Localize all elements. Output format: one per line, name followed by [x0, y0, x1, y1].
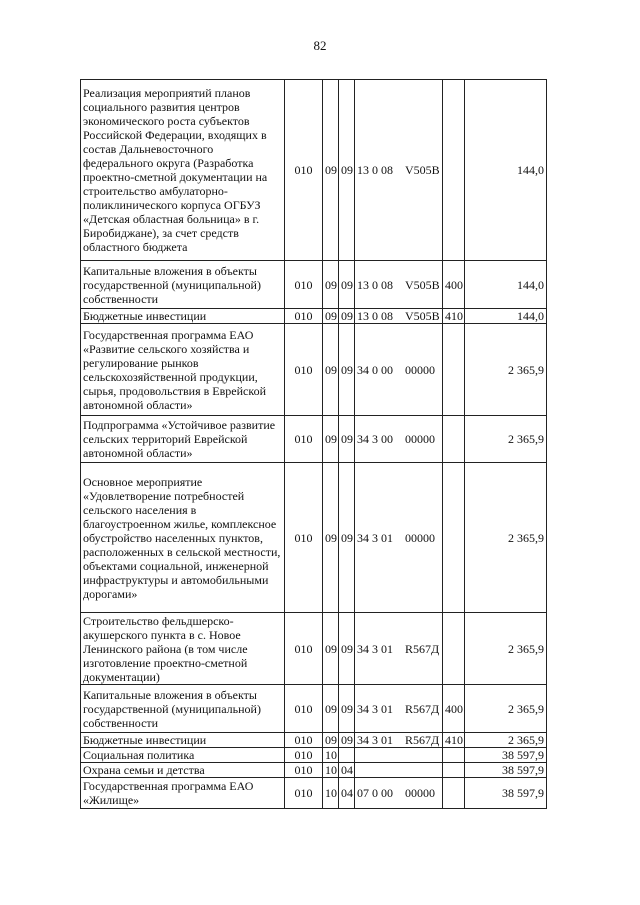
table-row	[81, 613, 547, 685]
row-amount: 2 365,9	[465, 733, 547, 748]
row-name: Социальная политика	[81, 748, 285, 763]
row-subsection: 09	[339, 463, 355, 613]
row-code: 010	[285, 748, 323, 763]
row-name: Основное мероприятие «Удовлетворение потребностей сельского населения в благоустроенном жилье, комплексное обустройство населенных пунктов, расположенных в сельской местности, объектами социальной, инженерной инфраструктуры и автомобильными дорогами»	[81, 463, 285, 613]
row-target-article	[355, 748, 443, 763]
row-section: 10	[323, 778, 339, 809]
row-name: Государственная программа ЕАО «Развитие сельского хозяйства и регулирование рынков сельскохозяйственной продукции, сырья, продовольствия в Еврейской автономной области»	[81, 324, 285, 416]
row-name: Подпрограмма «Устойчивое развитие сельских территорий Еврейской автономной области»	[81, 416, 285, 463]
row-subsection: 04	[339, 778, 355, 809]
row-expense-type: 400	[443, 685, 465, 733]
row-name: Бюджетные инвестиции	[81, 733, 285, 748]
row-expense-type: 400	[443, 261, 465, 309]
row-subsection: 04	[339, 763, 355, 778]
row-code: 010	[285, 685, 323, 733]
row-expense-type: 410	[443, 733, 465, 748]
row-amount: 38 597,9	[465, 748, 547, 763]
row-name: Государственная программа ЕАО «Жилище»	[81, 778, 285, 809]
row-amount: 2 365,9	[465, 324, 547, 416]
row-target-program: 13 0 08	[357, 277, 393, 292]
table-row	[81, 733, 547, 748]
row-target-direction: V505В	[405, 277, 440, 292]
row-target-article	[355, 778, 443, 809]
row-target-article	[355, 763, 443, 778]
row-target-article	[355, 309, 443, 324]
row-subsection: 09	[339, 613, 355, 685]
row-section: 09	[323, 416, 339, 463]
table-row	[81, 778, 547, 809]
row-expense-type	[443, 463, 465, 613]
row-target-direction: 00000	[405, 786, 435, 800]
row-amount: 38 597,9	[465, 778, 547, 809]
table-row	[81, 763, 547, 778]
row-target-article	[355, 80, 443, 261]
row-target-article	[355, 416, 443, 463]
row-target-direction: R567Д	[405, 733, 440, 747]
row-section: 09	[323, 80, 339, 261]
row-subsection: 09	[339, 324, 355, 416]
table-row	[81, 324, 547, 416]
row-target-article	[355, 733, 443, 748]
row-code: 010	[285, 324, 323, 416]
row-subsection: 09	[339, 416, 355, 463]
row-target-article	[355, 261, 443, 309]
row-amount: 144,0	[465, 80, 547, 261]
row-expense-type	[443, 613, 465, 685]
row-section: 09	[323, 324, 339, 416]
row-target-direction: 00000	[405, 362, 435, 377]
row-target-program: 34 3 01	[357, 530, 393, 545]
row-target-direction: 00000	[405, 530, 435, 545]
row-section: 10	[323, 748, 339, 763]
row-target-program: 34 0 00	[357, 362, 393, 377]
row-target-program: 13 0 08	[357, 309, 393, 323]
row-amount: 2 365,9	[465, 613, 547, 685]
row-target-program: 34 3 01	[357, 701, 393, 716]
row-code: 010	[285, 261, 323, 309]
budget-table	[80, 79, 547, 809]
row-subsection	[339, 748, 355, 763]
row-section: 09	[323, 613, 339, 685]
row-name: Бюджетные инвестиции	[81, 309, 285, 324]
row-target-direction: 00000	[405, 432, 435, 446]
row-amount: 144,0	[465, 309, 547, 324]
row-amount: 38 597,9	[465, 763, 547, 778]
table-row	[81, 463, 547, 613]
row-expense-type	[443, 778, 465, 809]
row-expense-type	[443, 763, 465, 778]
row-section: 09	[323, 261, 339, 309]
row-section: 09	[323, 309, 339, 324]
table-row	[81, 80, 547, 261]
row-name: Капитальные вложения в объекты государственной (муниципальной) собственности	[81, 261, 285, 309]
row-target-article	[355, 685, 443, 733]
table-row	[81, 685, 547, 733]
table-row	[81, 416, 547, 463]
table-row	[81, 748, 547, 763]
row-target-direction: V505В	[405, 163, 440, 177]
row-code: 010	[285, 763, 323, 778]
row-code: 010	[285, 80, 323, 261]
row-expense-type	[443, 324, 465, 416]
row-target-program: 13 0 08	[357, 163, 393, 177]
table-row	[81, 261, 547, 309]
row-code: 010	[285, 309, 323, 324]
row-amount: 2 365,9	[465, 685, 547, 733]
row-target-article	[355, 463, 443, 613]
row-code: 010	[285, 733, 323, 748]
row-amount: 144,0	[465, 261, 547, 309]
row-target-direction: R567Д	[405, 641, 440, 656]
row-amount: 2 365,9	[465, 463, 547, 613]
row-code: 010	[285, 613, 323, 685]
row-expense-type	[443, 748, 465, 763]
row-target-program: 34 3 00	[357, 432, 393, 446]
row-subsection: 09	[339, 80, 355, 261]
row-section: 09	[323, 733, 339, 748]
row-name: Капитальные вложения в объекты государственной (муниципальной) собственности	[81, 685, 285, 733]
row-subsection: 09	[339, 733, 355, 748]
table-row	[81, 309, 547, 324]
row-target-program: 07 0 00	[357, 786, 393, 800]
row-target-direction: R567Д	[405, 701, 440, 716]
row-target-article	[355, 324, 443, 416]
row-subsection: 09	[339, 685, 355, 733]
row-code: 010	[285, 778, 323, 809]
row-name: Охрана семьи и детства	[81, 763, 285, 778]
row-subsection: 09	[339, 309, 355, 324]
row-subsection: 09	[339, 261, 355, 309]
row-section: 09	[323, 685, 339, 733]
row-expense-type	[443, 416, 465, 463]
page-number: 82	[313, 38, 327, 53]
row-expense-type	[443, 80, 465, 261]
row-code: 010	[285, 416, 323, 463]
row-target-program: 34 3 01	[357, 641, 393, 656]
row-name: Реализация мероприятий планов социального развития центров экономического роста субъектов Российской Федерации, входящих в состав Дальневосточного федерального округа (Разработка проектно-сметной документации на строительство амбулаторно-поликлинического корпуса ОГБУЗ «Детская областная больница» в г. Биробиджане), за счет средств областного бюджета	[81, 80, 285, 261]
row-target-program: 34 3 01	[357, 733, 393, 747]
row-expense-type: 410	[443, 309, 465, 324]
row-section: 10	[323, 763, 339, 778]
row-target-direction: V505В	[405, 309, 440, 323]
row-code: 010	[285, 463, 323, 613]
row-name: Строительство фельдшерско-акушерского пункта в с. Новое Ленинского района (в том числе изготовление проектно-сметной документации)	[81, 613, 285, 685]
row-amount: 2 365,9	[465, 416, 547, 463]
row-target-article	[355, 613, 443, 685]
row-section: 09	[323, 463, 339, 613]
